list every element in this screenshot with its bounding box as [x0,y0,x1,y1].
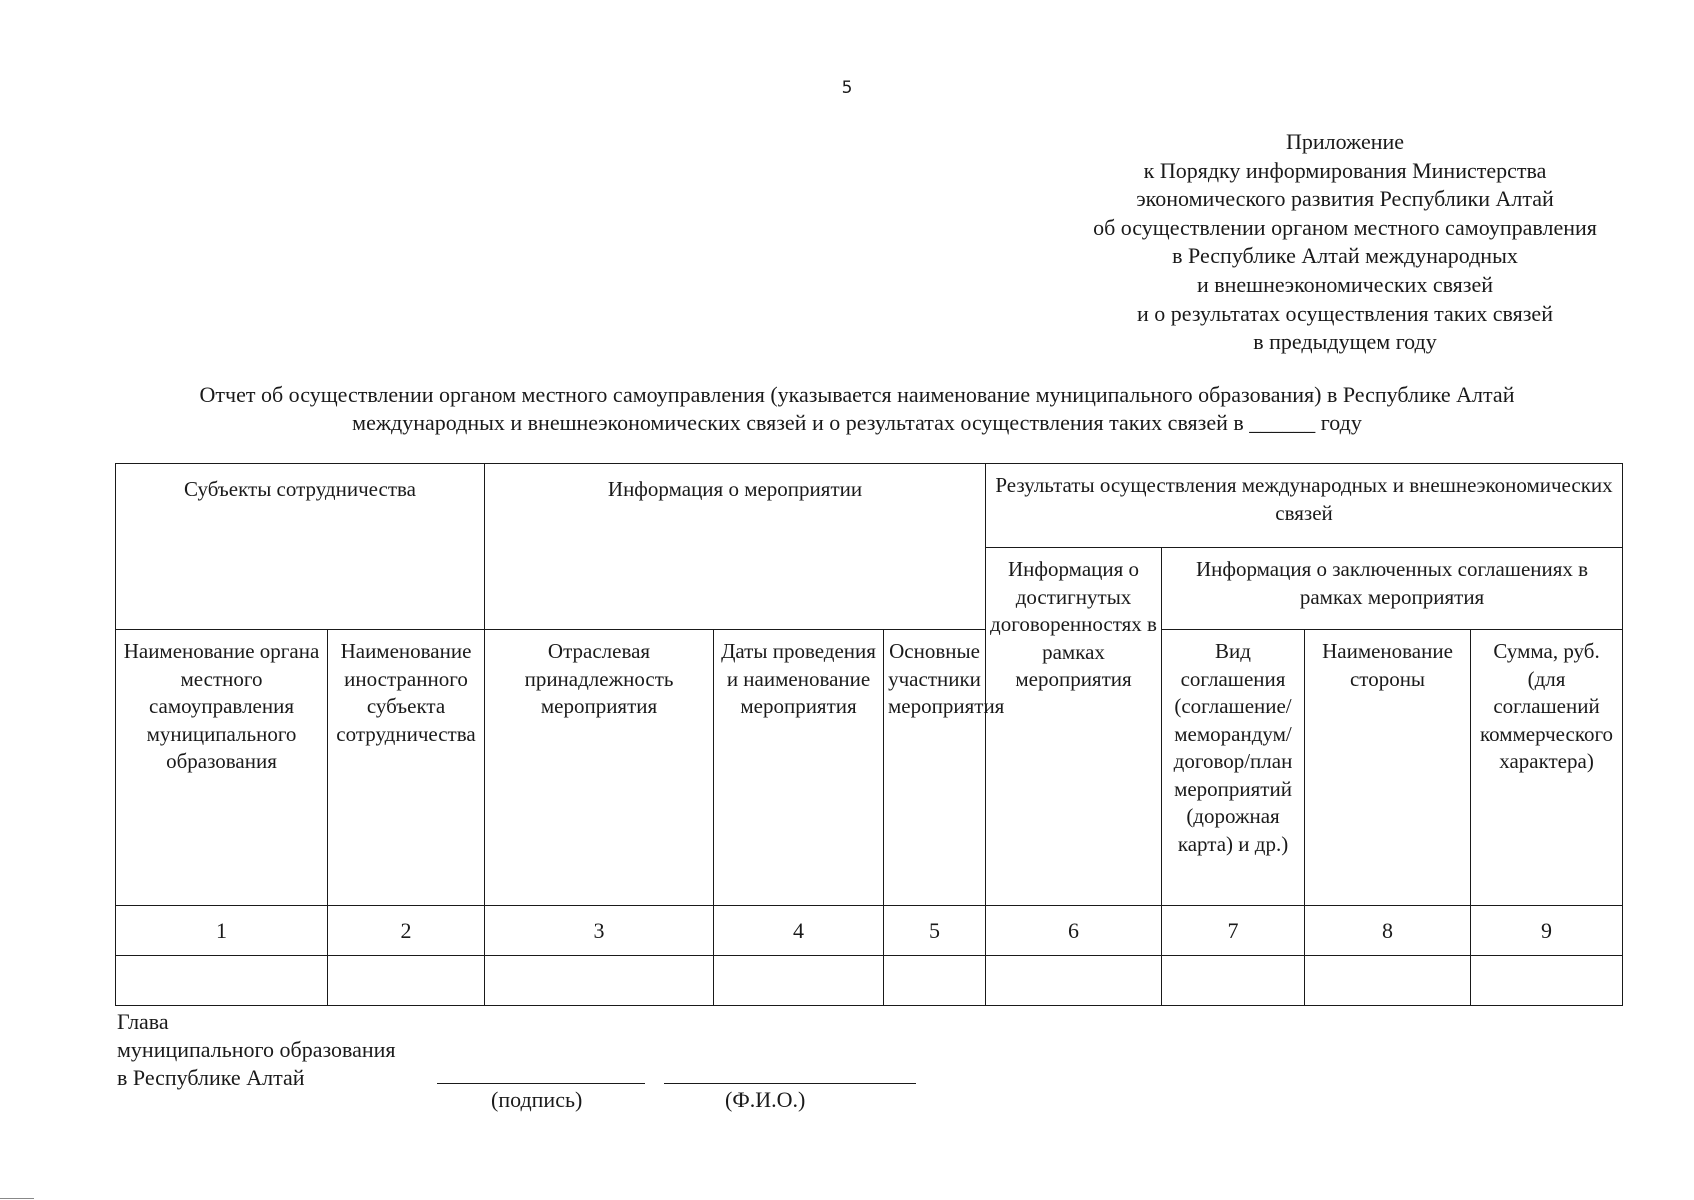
signature-caption: (подпись) [491,1087,583,1112]
column-header-5: Основные участники мероприятия [884,630,986,906]
column-header-9: Сумма, руб. (для соглашений коммерческого характера) [1471,630,1623,906]
report-title-line-2: международных и внешнеэкономических связей и о результатах осуществления таких связей в ______ году [352,410,1362,435]
header-concluded-agreements: Информация о заключенных соглашениях в рамках мероприятия [1162,548,1623,630]
edge-mark [0,1198,34,1199]
signature-line [437,1083,645,1084]
report-title [60,381,1654,437]
header-event-info: Информация о мероприятии [485,464,986,630]
empty-cell [986,956,1162,1006]
appendix-line: и внешнеэкономических связей [1196,271,1494,297]
column-number-2: 2 [328,906,485,956]
empty-cell [1305,956,1471,1006]
appendix-line: и о результатах осуществления таких связей [1137,300,1553,326]
empty-cell [1471,956,1623,1006]
page-number: 5 [841,78,853,98]
signature-title-line-1: Глава [117,1009,169,1034]
name-caption: (Ф.И.О.) [725,1087,806,1112]
column-number-4: 4 [714,906,884,956]
empty-cell [485,956,714,1006]
header-agreements-reached: Информация о достигнутых договоренностях в рамках мероприятия [986,548,1162,906]
column-number-1: 1 [116,906,328,956]
appendix-line: Приложение [1285,129,1405,154]
empty-cell [884,956,986,1006]
appendix-line: к Порядку информирования Министерства [1143,157,1547,183]
empty-cell [714,956,884,1006]
header-results: Результаты осуществления международных и внешнеэкономических связей [986,464,1623,548]
column-header-1: Наименование органа местного самоуправления муниципального образования [116,630,328,906]
empty-cell [1162,956,1305,1006]
signature-title-line-3: в Республике Алтай [117,1065,305,1090]
column-number-6: 6 [986,906,1162,956]
column-number-8: 8 [1305,906,1471,956]
table-row [116,956,1623,1006]
appendix-line: об осуществлении органом местного самоуправления [1093,214,1597,240]
header-subjects: Субъекты сотрудничества [116,464,485,630]
signature-block [117,1008,396,1092]
column-number-3: 3 [485,906,714,956]
column-number-9: 9 [1471,906,1623,956]
column-number-5: 5 [884,906,986,956]
column-number-7: 7 [1162,906,1305,956]
appendix-line: в Республике Алтай международных [1172,243,1518,269]
report-title-line-1: Отчет об осуществлении органом местного самоуправления (указывается наименование муниципального образования) в Республике Алтай [199,382,1515,407]
signature-title-line-2: муниципального образования [117,1037,396,1062]
column-header-2: Наименование иностранного субъекта сотрудничества [328,630,485,906]
appendix-line: экономического развития Республики Алтай [1136,186,1554,212]
name-line [664,1083,916,1084]
column-header-7: Вид соглашения (соглашение/меморандум/договор/план мероприятий (дорожная карта) и др.) [1162,630,1305,906]
column-header-3: Отраслевая принадлежность мероприятия [485,630,714,906]
column-header-8: Наименование стороны [1305,630,1471,906]
column-header-4: Даты проведения и наименование мероприятия [714,630,884,906]
appendix-header [1000,128,1690,357]
empty-cell [328,956,485,1006]
report-table [115,463,1623,1006]
empty-cell [116,956,328,1006]
appendix-line: в предыдущем году [1253,329,1437,355]
